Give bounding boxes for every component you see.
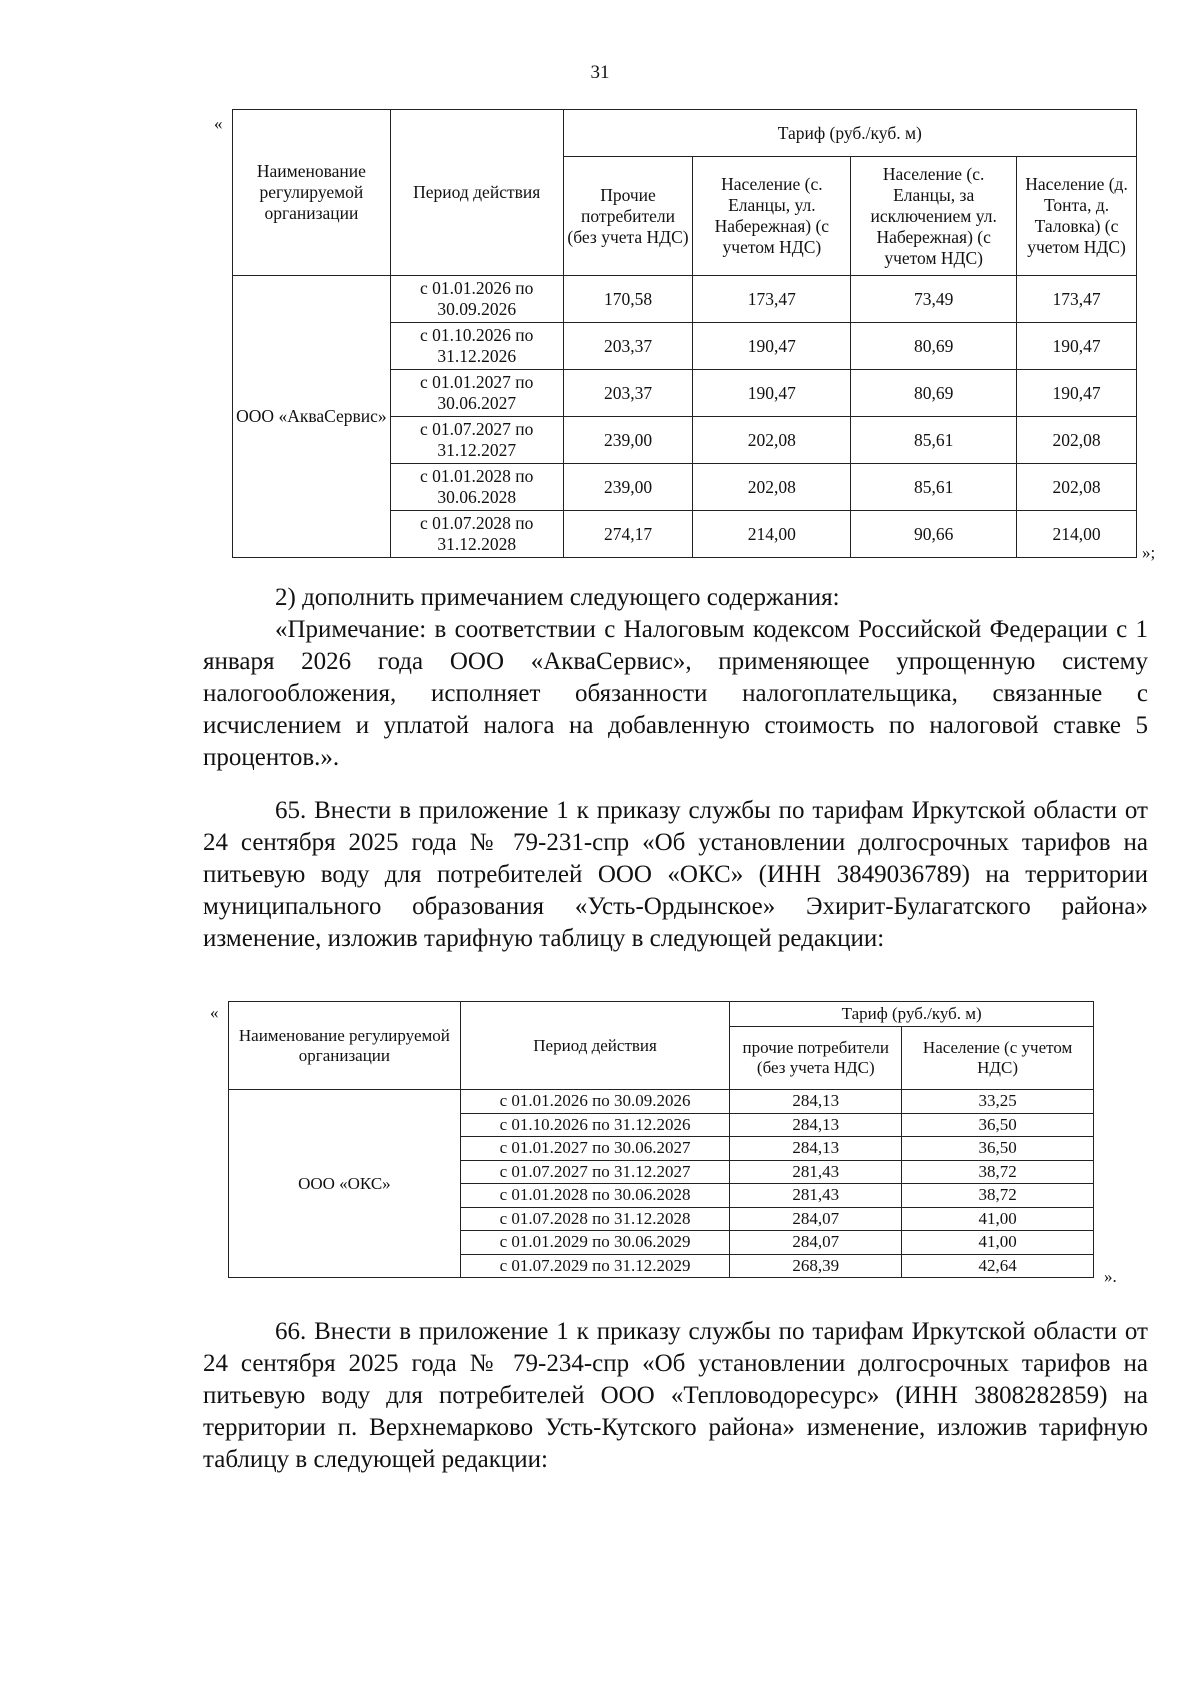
period-cell: с 01.07.2028 по 31.12.2028 xyxy=(460,1207,730,1231)
value-cell: 170,58 xyxy=(563,276,693,323)
period-cell: с 01.07.2029 по 31.12.2029 xyxy=(460,1254,730,1278)
value-cell: 80,69 xyxy=(851,370,1017,417)
value-cell: 202,08 xyxy=(693,464,851,511)
value-cell: 80,69 xyxy=(851,323,1017,370)
value-cell: 38,72 xyxy=(902,1160,1094,1184)
value-cell: 36,50 xyxy=(902,1137,1094,1161)
table-row xyxy=(233,276,1137,323)
value-cell: 284,07 xyxy=(730,1231,902,1255)
header-col-population: Население (с учетом НДС) xyxy=(902,1027,1094,1090)
tariff-table-oks xyxy=(228,1001,1094,1278)
value-cell: 281,43 xyxy=(730,1184,902,1208)
table1-close-quote: »; xyxy=(1142,543,1156,562)
value-cell: 239,00 xyxy=(563,417,693,464)
period-cell: с 01.07.2027 по 31.12.2027 xyxy=(390,417,563,464)
period-cell: с 01.01.2029 по 30.06.2029 xyxy=(460,1231,730,1255)
note-block xyxy=(203,582,1148,774)
item-65-text: 65. Внести в приложение 1 к приказу службы по тарифам Иркутской области от 24 сентября 2025 года № 79-231-спр «Об установлении долгосрочных тарифов на питьевую воду для потребителей ООО «ОКС» (ИНН 3849036789) на территории муниципального образования «Усть-Ордынское» Эхирит-Булагатского района» изменение, изложив тарифную таблицу в следующей редакции: xyxy=(203,797,1148,952)
header-col-pop-tonta: Население (д. Тонта, д. Таловка) (с учетом НДС) xyxy=(1017,157,1137,276)
header-tariff: Тариф (руб./куб. м) xyxy=(563,110,1136,157)
header-col-other: Прочие потребители (без учета НДС) xyxy=(563,157,693,276)
value-cell: 190,47 xyxy=(693,370,851,417)
value-cell: 41,00 xyxy=(902,1207,1094,1231)
table-row xyxy=(229,1090,1094,1114)
org-name-cell: ООО «ОКС» xyxy=(229,1090,461,1278)
note-intro: 2) дополнить примечанием следующего содержания: xyxy=(275,584,840,611)
item-66-block xyxy=(203,1316,1148,1476)
period-cell: с 01.01.2028 по 30.06.2028 xyxy=(390,464,563,511)
period-cell: с 01.01.2027 по 30.06.2027 xyxy=(460,1137,730,1161)
header-col-pop-naberezhnaya: Население (с. Еланцы, ул. Набережная) (с учетом НДС) xyxy=(693,157,851,276)
value-cell: 274,17 xyxy=(563,511,693,558)
value-cell: 202,08 xyxy=(1017,417,1137,464)
value-cell: 202,08 xyxy=(693,417,851,464)
period-cell: с 01.07.2028 по 31.12.2028 xyxy=(390,511,563,558)
value-cell: 239,00 xyxy=(563,464,693,511)
header-org: Наименование регулируемой организации xyxy=(233,110,391,276)
value-cell: 203,37 xyxy=(563,370,693,417)
period-cell: с 01.07.2027 по 31.12.2027 xyxy=(460,1160,730,1184)
value-cell: 281,43 xyxy=(730,1160,902,1184)
value-cell: 73,49 xyxy=(851,276,1017,323)
page-number: 31 xyxy=(590,62,610,83)
header-org: Наименование регулируемой организации xyxy=(229,1002,461,1090)
period-cell: с 01.10.2026 по 31.12.2026 xyxy=(460,1113,730,1137)
value-cell: 85,61 xyxy=(851,417,1017,464)
table2-close-quote: ». xyxy=(1104,1267,1117,1286)
period-cell: с 01.01.2026 по 30.09.2026 xyxy=(390,276,563,323)
value-cell: 268,39 xyxy=(730,1254,902,1278)
value-cell: 173,47 xyxy=(1017,276,1137,323)
value-cell: 90,66 xyxy=(851,511,1017,558)
value-cell: 190,47 xyxy=(1017,323,1137,370)
value-cell: 284,07 xyxy=(730,1207,902,1231)
value-cell: 203,37 xyxy=(563,323,693,370)
period-cell: с 01.01.2027 по 30.06.2027 xyxy=(390,370,563,417)
item-66-text: 66. Внести в приложение 1 к приказу службы по тарифам Иркутской области от 24 сентября 2025 года № 79-234-спр «Об установлении долгосрочных тарифов на питьевую воду для потребителей ООО «Тепловодоресурс» (ИНН 3808282859) на территории п. Верхнемарково Усть-Кутского района» изменение, изложив тарифную таблицу в следующей редакции: xyxy=(203,1318,1148,1473)
header-col-other: прочие потребители (без учета НДС) xyxy=(730,1027,902,1090)
value-cell: 190,47 xyxy=(693,323,851,370)
value-cell: 173,47 xyxy=(693,276,851,323)
value-cell: 85,61 xyxy=(851,464,1017,511)
item-65-block xyxy=(203,795,1148,955)
value-cell: 284,13 xyxy=(730,1113,902,1137)
table2-open-quote: « xyxy=(210,1003,219,1022)
period-cell: с 01.01.2026 по 30.09.2026 xyxy=(460,1090,730,1114)
header-period: Период действия xyxy=(390,110,563,276)
value-cell: 214,00 xyxy=(1017,511,1137,558)
period-cell: с 01.10.2026 по 31.12.2026 xyxy=(390,323,563,370)
table1-open-quote: « xyxy=(214,114,223,133)
value-cell: 202,08 xyxy=(1017,464,1137,511)
value-cell: 284,13 xyxy=(730,1090,902,1114)
value-cell: 33,25 xyxy=(902,1090,1094,1114)
value-cell: 38,72 xyxy=(902,1184,1094,1208)
period-cell: с 01.01.2028 по 30.06.2028 xyxy=(460,1184,730,1208)
value-cell: 214,00 xyxy=(693,511,851,558)
value-cell: 36,50 xyxy=(902,1113,1094,1137)
header-period: Период действия xyxy=(460,1002,730,1090)
value-cell: 190,47 xyxy=(1017,370,1137,417)
value-cell: 42,64 xyxy=(902,1254,1094,1278)
value-cell: 284,13 xyxy=(730,1137,902,1161)
header-col-pop-elantsy: Население (с. Еланцы, за исключением ул. Набережная) (с учетом НДС) xyxy=(851,157,1017,276)
value-cell: 41,00 xyxy=(902,1231,1094,1255)
header-tariff: Тариф (руб./куб. м) xyxy=(730,1002,1094,1027)
tariff-table-akvaservis xyxy=(232,109,1137,558)
org-name-cell: ООО «АкваСервис» xyxy=(233,276,391,558)
note-text: «Примечание: в соответствии с Налоговым кодексом Российской Федерации с 1 января 2026 года ООО «АкваСервис», применяющее упрощенную систему налогообложения, исполняет обязанности налогоплательщика, связанные с исчислением и уплатой налога на добавленную стоимость по налоговой ставке 5 процентов.». xyxy=(203,616,1148,771)
